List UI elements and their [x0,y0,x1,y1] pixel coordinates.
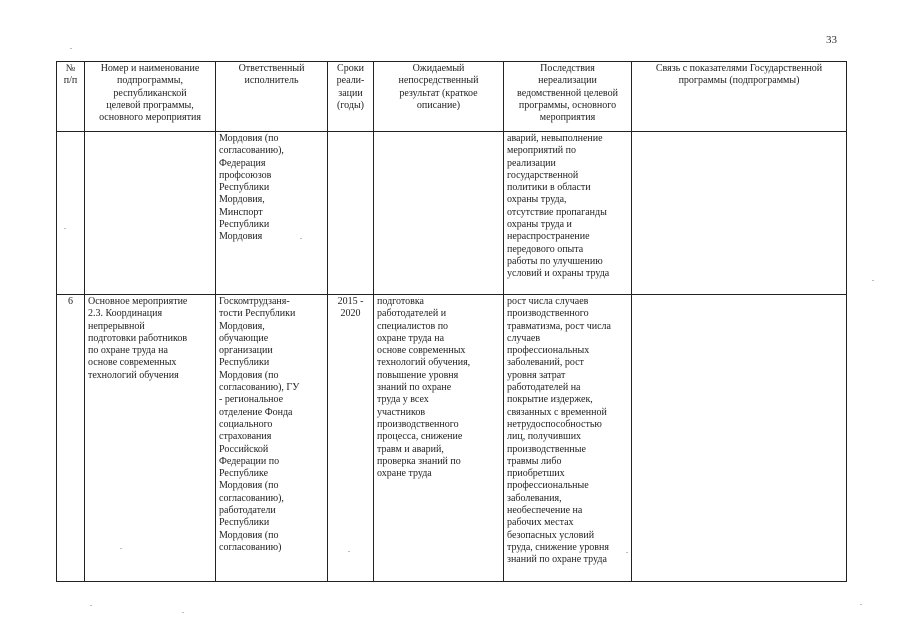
cell-name [85,132,216,295]
scan-speck [64,228,66,229]
header-period: Сроки реали- зации (годы) [328,62,374,132]
cell-name: Основное мероприятие 2.3. Координация непрерывной подготовки работников по охране труда на основе современных технологий обучения [85,295,216,582]
cell-link [632,132,847,295]
header-executor: Ответственный исполнитель [216,62,328,132]
scan-speck [70,48,72,49]
scan-speck [182,612,184,613]
scan-speck [90,605,92,606]
cell-consequences: рост числа случаев производственного травматизма, рост числа случаев профессиональных заболеваний, рост уровня затрат работодателей на покрытие издержек, связанных с временной нетрудоспособностью лиц, получивших производственные травмы либо приобретших профессиональные заболевания, необеспечение на рабочих местах безопасных условий труда, снижение уровня знаний по охране труда [504,295,632,582]
cell-consequences: аварий, невыполнение мероприятий по реализации государственной политики в области охраны труда, отсутствие пропаганды охраны труда и нераспространение передового опыта работы по улучшению условий и охраны труда [504,132,632,295]
cell-period [328,132,374,295]
cell-link [632,295,847,582]
cell-result [374,132,504,295]
header-number: № п/п [57,62,85,132]
scan-speck [860,604,862,605]
header-name: Номер и наименование подпрограммы, республиканской целевой программы, основного мероприятия [85,62,216,132]
scan-speck [872,280,874,281]
cell-result: подготовка работодателей и специалистов по охране труда на основе современных технологий обучения, повышение уровня знаний по охране труда у всех участников производственного процесса, снижение травм и аварий, проверка знаний по охране труда [374,295,504,582]
cell-executor: Мордовия (по согласованию), Федерация профсоюзов Республики Мордовия, Минспорт Республики Мордовия [216,132,328,295]
cell-number [57,132,85,295]
header-result: Ожидаемый непосредственный результат (краткое описание) [374,62,504,132]
table-row [57,132,847,295]
table-row [57,295,847,582]
scan-speck [300,238,302,239]
header-consequences: Последствия нереализации ведомственной целевой программы, основного мероприятия [504,62,632,132]
program-table [56,61,847,582]
scan-speck [626,552,628,553]
scan-speck [120,548,122,549]
scan-speck [348,551,350,552]
cell-executor: Госкомтрудзаня- тости Республики Мордовия, обучающие организации Республики Мордовия (по согласованию), ГУ - региональное отделение Фонда социального страхования Российской Федерации по Республике Мордовия (по согласованию), работодатели Республики Мордовия (по согласованию) [216,295,328,582]
table-header-row [57,62,847,132]
page-number: 33 [826,34,837,46]
cell-number: 6 [57,295,85,582]
cell-period: 2015 - 2020 [328,295,374,582]
header-link: Связь с показателями Государственной программы (подпрограммы) [632,62,847,132]
